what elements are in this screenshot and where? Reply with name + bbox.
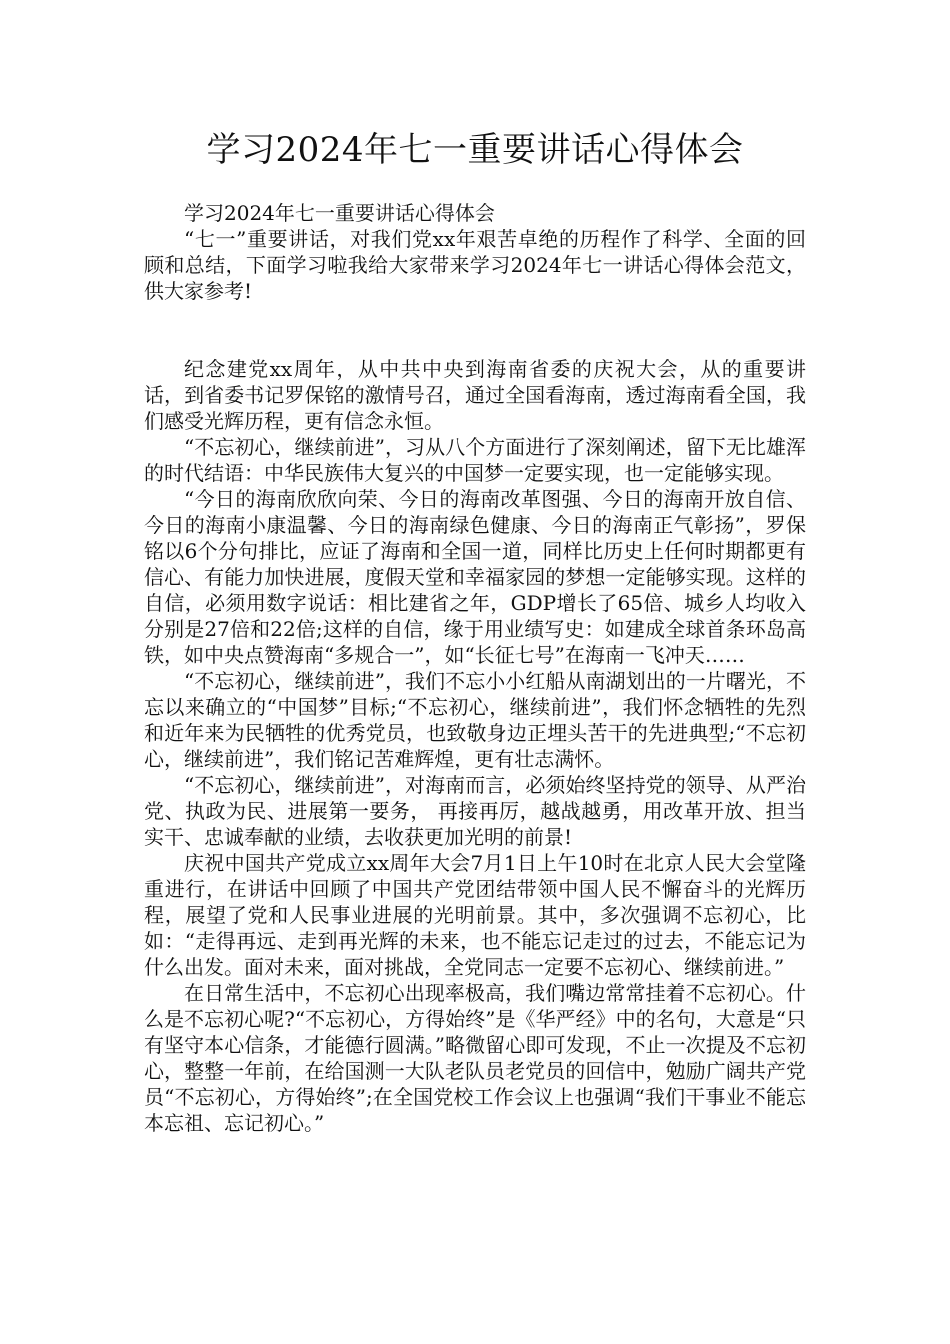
document-body <box>144 200 806 1136</box>
body-paragraph: “不忘初心，继续前进”，对海南而言，必须始终坚持党的领导、从严治党、执政为民、进展第一要务， 再接再厉，越战越勇，用改革开放、担当实干、忠诚奉献的业绩，去收获更加光明的前景! <box>144 773 806 849</box>
body-paragraph: “今日的海南欣欣向荣、今日的海南改革图强、今日的海南开放自信、今日的海南小康温馨、今日的海南绿色健康、今日的海南正气彰扬”，罗保铭以6个分句排比，应证了海南和全国一道，同样比历史上任何时期都更有信心、有能力加快进展，度假天堂和幸福家园的梦想一定能够实现。这样的自信，必须用数字说话：相比建省之年，GDP增长了65倍、城乡人均收入分别是27倍和22倍;这样的自信，缘于用业绩写史：如建成全球首条环岛高铁，如中央点赞海南“多规合一”，如“长征七号”在海南一飞冲天…… <box>144 487 806 667</box>
intro-paragraph: “七一”重要讲话，对我们党xx年艰苦卓绝的历程作了科学、全面的回顾和总结，下面学习啦我给大家带来学习2024年七一讲话心得体会范文，供大家参考! <box>144 227 806 303</box>
body-paragraph: 庆祝中国共产党成立xx周年大会7月1日上午10时在北京人民大会堂隆重进行，在讲话中回顾了中国共产党团结带领中国人民不懈奋斗的光辉历程，展望了党和人民事业进展的光明前景。其中，多次强调不忘初心，比如：“走得再远、走到再光辉的未来，也不能忘记走过的过去，不能忘记为什么出发。面对未来，面对挑战，全党同志一定要不忘初心、继续前进。” <box>144 851 806 979</box>
page-title: 学习2024年七一重要讲话心得体会 <box>206 130 744 170</box>
body-paragraph: “不忘初心，继续前进”，习从八个方面进行了深刻阐述，留下无比雄浑的时代结语：中华民族伟大复兴的中国梦一定要实现，也一定能够实现。 <box>144 435 806 485</box>
body-paragraph: 纪念建党xx周年，从中共中央到海南省委的庆祝大会，从的重要讲话，到省委书记罗保铭的激情号召，通过全国看海南，透过海南看全国，我们感受光辉历程，更有信念永恒。 <box>144 357 806 433</box>
body-paragraph: 在日常生活中，不忘初心出现率极高，我们嘴边常常挂着不忘初心。什么是不忘初心呢?“不忘初心，方得始终”是《华严经》中的名句，大意是“只有坚守本心信条，才能德行圆满。”略微留心即可发现，不止一次提及不忘初心，整整一年前，在给国测一大队老队员老党员的回信中，勉励广阔共产党员“不忘初心，方得始终”;在全国党校工作会议上也强调“我们干事业不能忘本忘祖、忘记初心。” <box>144 981 806 1135</box>
subtitle-paragraph: 学习2024年七一重要讲话心得体会 <box>184 201 495 225</box>
paragraph-gap <box>144 304 806 356</box>
body-paragraph: “不忘初心，继续前进”，我们不忘小小红船从南湖划出的一片曙光，不忘以来确立的“中国梦”目标;“不忘初心，继续前进”，我们怀念牺牲的先烈和近年来为民牺牲的优秀党员，也致敬身边正埋头苦干的先进典型;“不忘初心，继续前进”，我们铭记苦难辉煌，更有壮志满怀。 <box>144 669 806 771</box>
